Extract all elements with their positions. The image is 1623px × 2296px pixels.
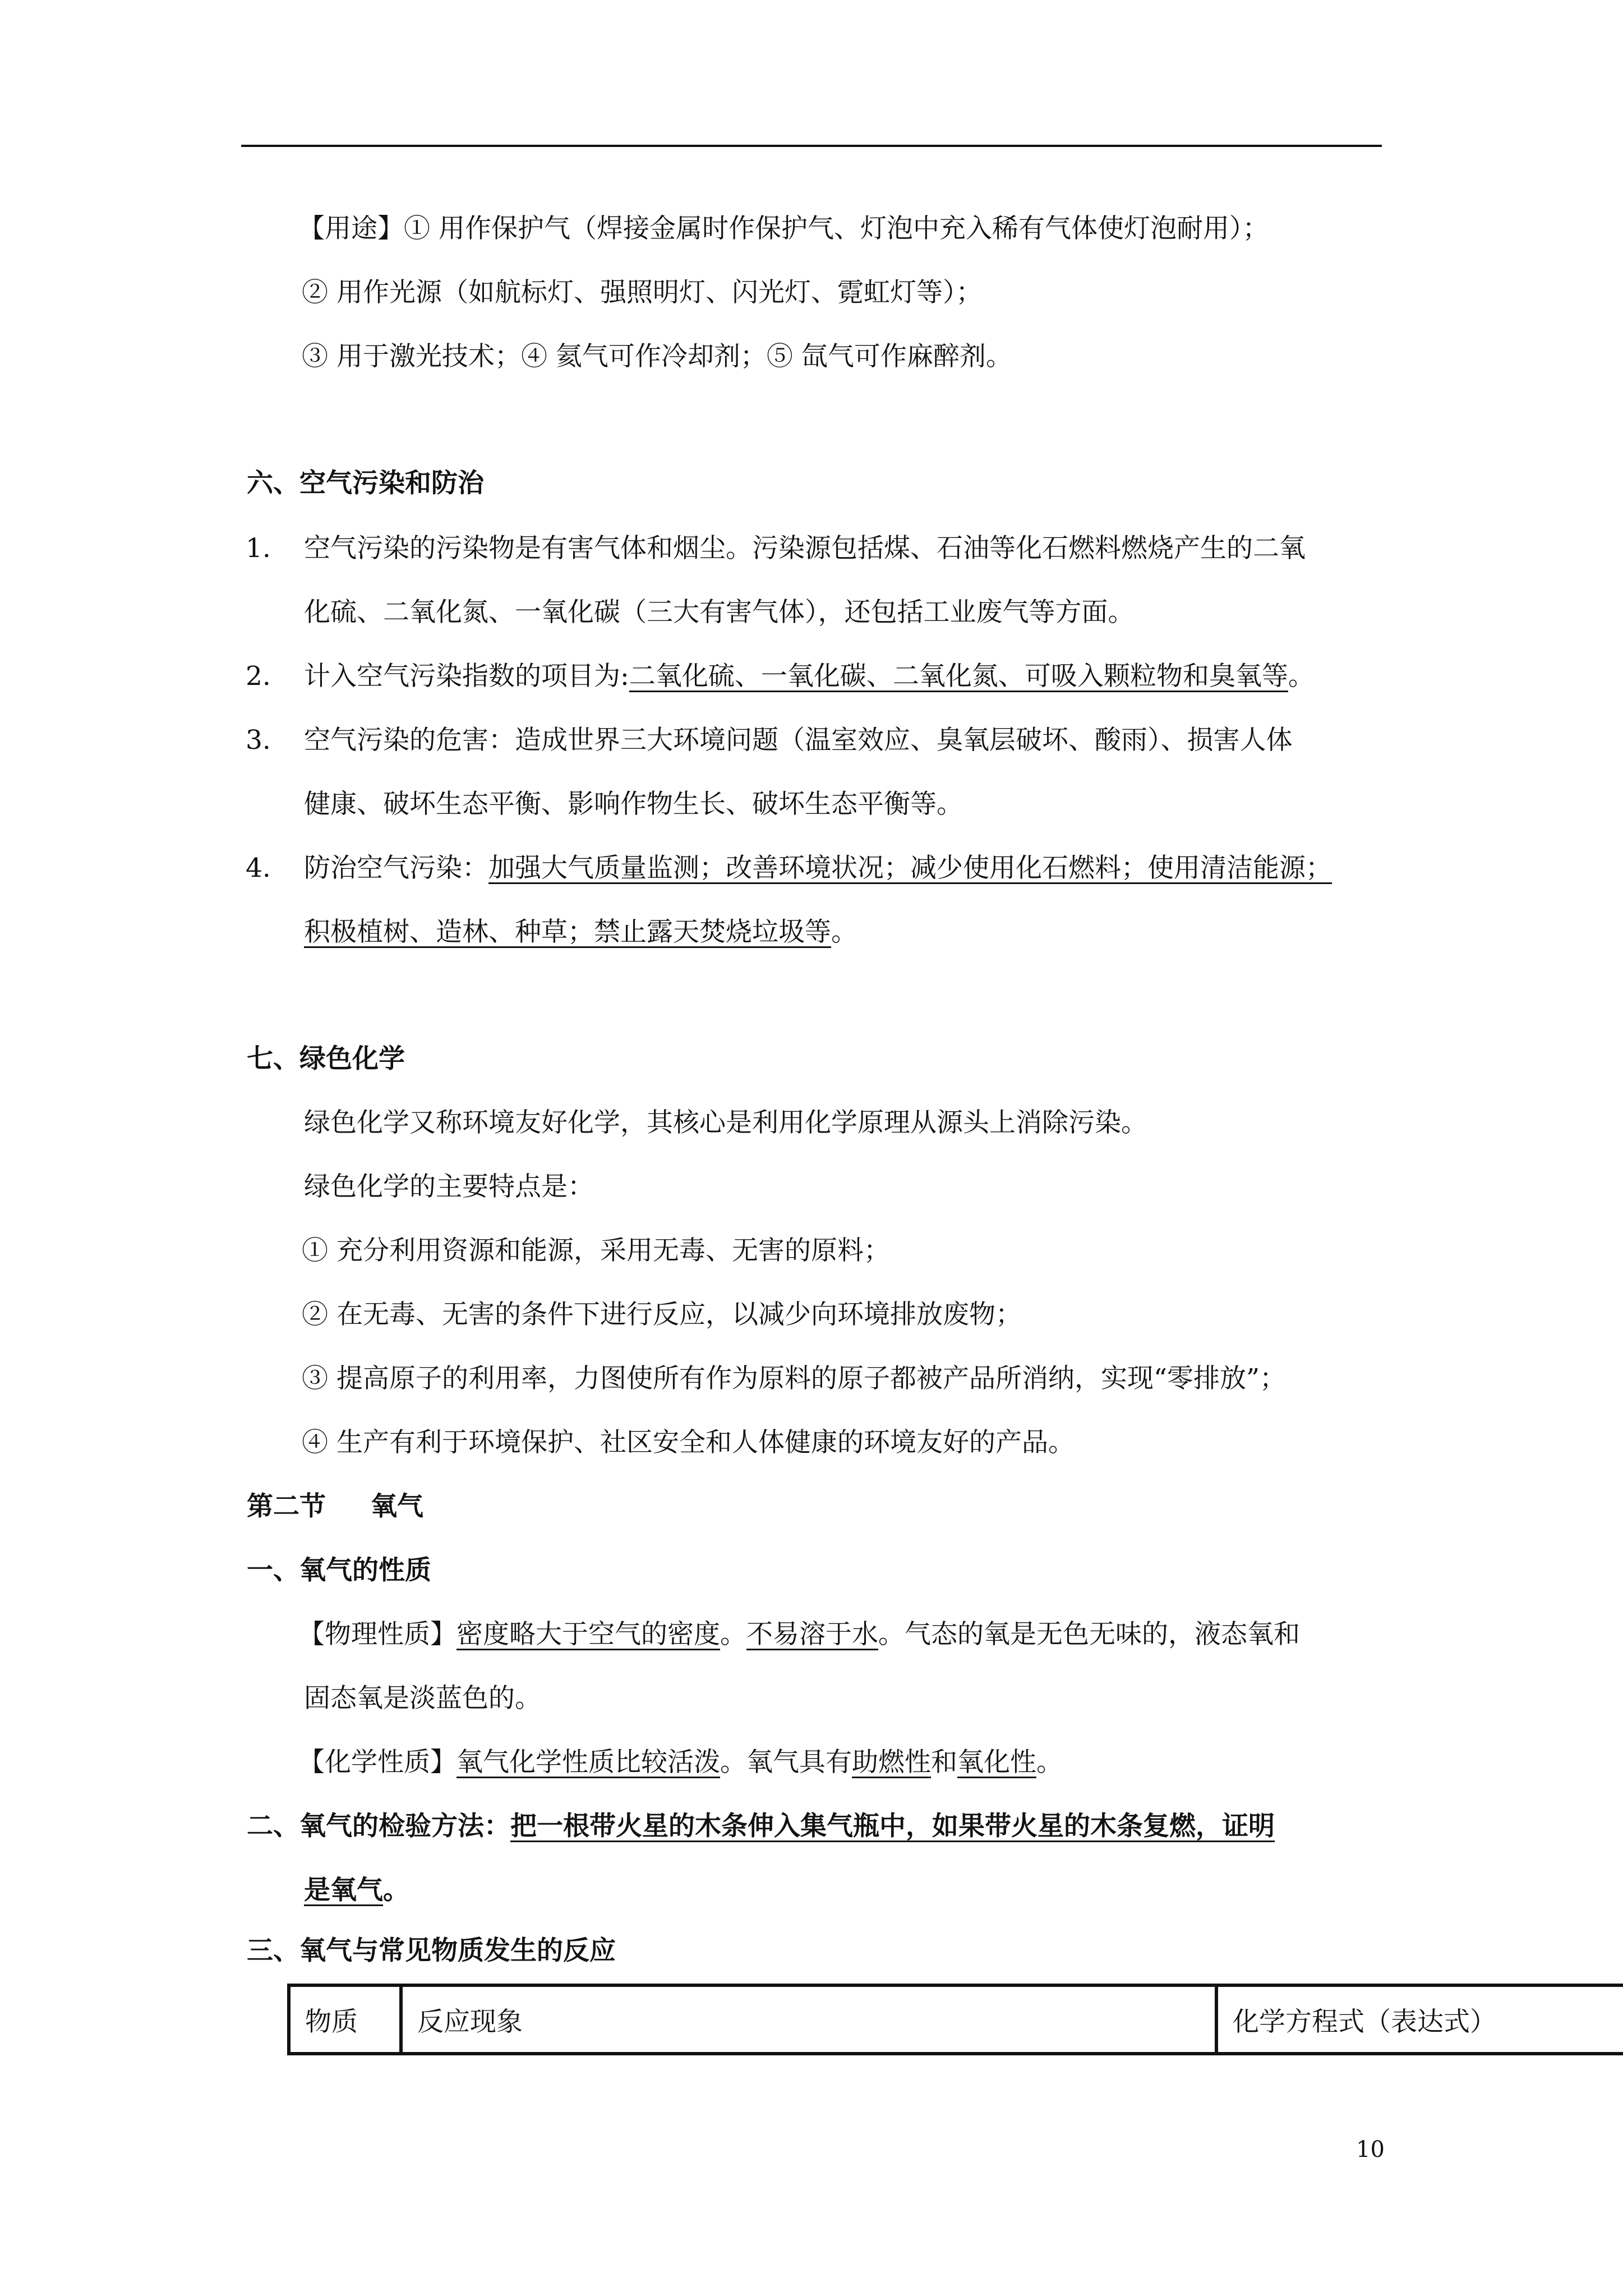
green-feature-1: ① 充分利用资源和能源，采用无毒、无害的原料； [302, 1235, 890, 1266]
chemical-suffix: 。 [1036, 1747, 1063, 1778]
test-method-underlined-1: 把一根带火星的木条伸入集气瓶中，如果带火星的木条复燃，证明 [510, 1811, 1275, 1842]
page-number: 10 [1356, 2137, 1385, 2162]
section-title [247, 1490, 423, 1524]
green-heading: 七、绿色化学 [247, 1043, 405, 1074]
green-intro: 绿色化学又称环境友好化学，其核心是利用化学原理从源头上消除污染。 [304, 1107, 1147, 1138]
reactions-heading: 三、氧气与常见物质发生的反应 [247, 1935, 616, 1966]
test-method-underlined-2: 是氧气 [304, 1875, 383, 1906]
aqi-items-underlined: 二氧化硫、一氧化碳、二氧化氮、可吸入颗粒物和臭氧等 [629, 661, 1288, 692]
chemical-text: 。氧气具有 [720, 1747, 852, 1778]
prevention-underlined-1: 加强大气质量监测；改善环境状况；减少使用化石燃料；使用清洁能源； [488, 853, 1332, 884]
item-suffix: 。 [1288, 661, 1315, 692]
usage-line-1: 【用途】① 用作保护气（焊接金属时作保护气、灯泡中充入稀有气体使灯泡耐用）； [298, 213, 1269, 244]
green-feature-4: ④ 生产有利于环境保护、社区安全和人体健康的环境友好的产品。 [302, 1427, 1075, 1458]
chemical-properties [298, 1746, 1063, 1779]
physical-label: 【物理性质】 [298, 1619, 457, 1650]
pollution-item-1 [246, 532, 1306, 565]
activity-underlined: 氧气化学性质比较活泼 [457, 1747, 720, 1778]
item-prefix: 防治空气污染： [304, 853, 488, 884]
pollution-item-4 [246, 852, 1332, 885]
usage-line-3: ③ 用于激光技术；④ 氦气可作冷却剂；⑤ 氙气可作麻醉剂。 [302, 341, 1012, 372]
prevention-underlined-2: 积极植树、造林、种草；禁止露天焚烧垃圾等 [304, 917, 831, 947]
chemical-label: 【化学性质】 [298, 1747, 457, 1778]
reaction-table [287, 1984, 1623, 2055]
oxidizing-underlined: 氧化性 [957, 1747, 1036, 1778]
pollution-item-2 [246, 660, 1315, 693]
item-number: 2. [246, 661, 271, 692]
density-underlined: 密度略大于空气的密度 [457, 1619, 720, 1650]
physical-properties-cont: 固态氧是淡蓝色的。 [304, 1683, 541, 1714]
header-equation: 化学方程式（表达式） [1216, 1985, 1623, 2054]
test-suffix: 。 [383, 1875, 409, 1906]
combustion-support-underlined: 助燃性 [852, 1747, 931, 1778]
pollution-item-4-cont [304, 915, 857, 949]
table-header-row [289, 1985, 1623, 2054]
pollution-item-3 [246, 724, 1293, 757]
item-number: 4. [246, 853, 271, 884]
header-substance: 物质 [289, 1985, 401, 2054]
physical-rest: 。气态的氧是无色无味的，液态氧和 [878, 1619, 1300, 1650]
item-number: 1. [246, 533, 271, 564]
physical-properties [298, 1618, 1300, 1651]
item-suffix: 。 [831, 917, 857, 947]
oxygen-test-heading-cont [304, 1874, 409, 1907]
item-text: 空气污染的污染物是有害气体和烟尘。污染源包括煤、石油等化石燃料燃烧产生的二氧 [304, 533, 1306, 564]
green-feature-2: ② 在无毒、无害的条件下进行反应，以减少向环境排放废物； [302, 1299, 1022, 1330]
oxygen-test-heading [247, 1810, 1275, 1843]
item-prefix: 计入空气污染指数的项目为: [304, 661, 629, 692]
green-features-title: 绿色化学的主要特点是： [304, 1171, 594, 1202]
header-rule [241, 145, 1382, 147]
item-number: 3. [246, 725, 271, 756]
punct: 。 [720, 1619, 746, 1650]
chemical-and: 和 [931, 1747, 957, 1778]
item-text: 空气污染的危害：造成世界三大环境问题（温室效应、臭氧层破坏、酸雨）、损害人体 [304, 725, 1293, 756]
pollution-heading: 六、空气污染和防治 [247, 468, 484, 499]
section-name: 氧气 [371, 1491, 423, 1522]
section-number: 第二节 [247, 1491, 326, 1522]
pollution-item-3-cont: 健康、破坏生态平衡、影响作物生长、破坏生态平衡等。 [304, 789, 963, 820]
header-phenomenon: 反应现象 [401, 1985, 1216, 2054]
pollution-item-1-cont: 化硫、二氧化氮、一氧化碳（三大有害气体），还包括工业废气等方面。 [304, 597, 1135, 628]
solubility-underlined: 不易溶于水 [746, 1619, 878, 1650]
oxygen-properties-heading: 一、氧气的性质 [247, 1555, 431, 1586]
usage-line-2: ② 用作光源（如航标灯、强照明灯、闪光灯、霓虹灯等）； [302, 277, 983, 308]
test-prefix: 二、氧气的检验方法： [247, 1811, 510, 1842]
green-feature-3: ③ 提高原子的利用率，力图使所有作为原料的原子都被产品所消纳，实现“零排放”； [302, 1363, 1286, 1394]
